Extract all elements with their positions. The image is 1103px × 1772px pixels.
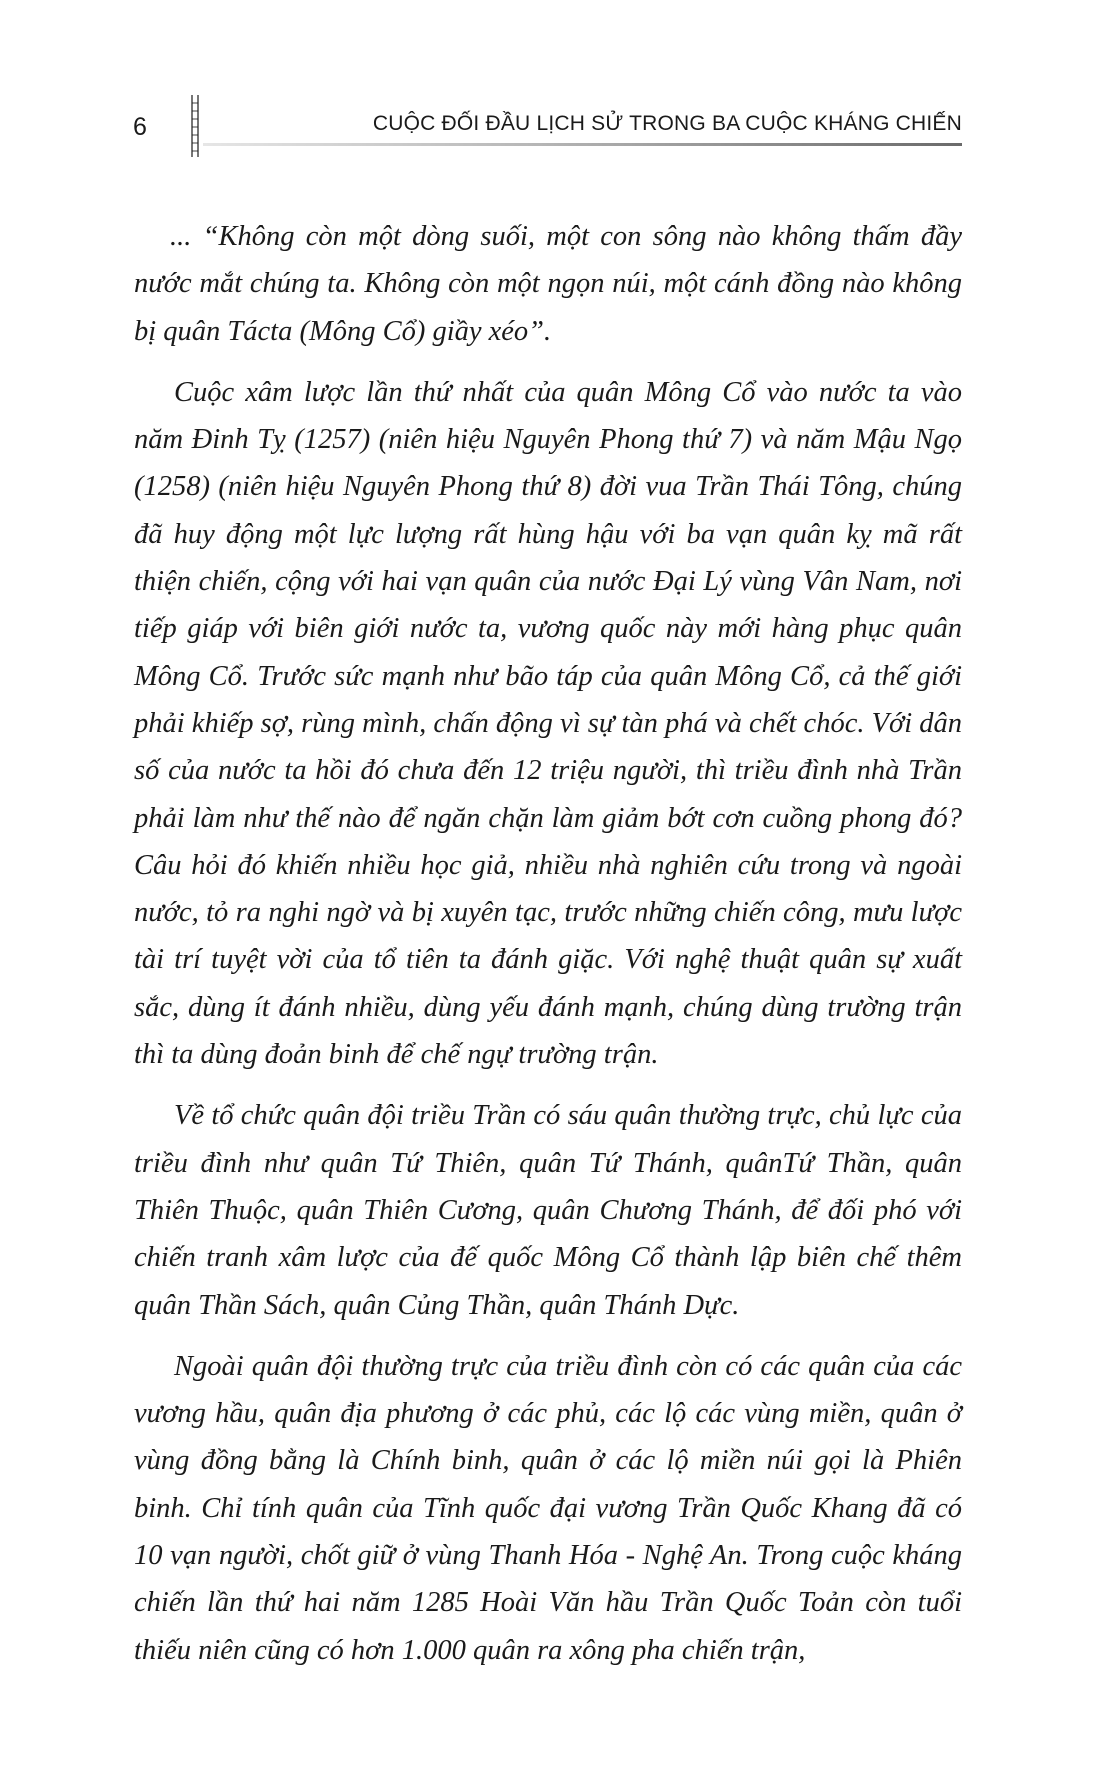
header-divider-ornament [189, 95, 203, 157]
paragraph: Về tổ chức quân đội triều Trần có sáu quân thường trực, chủ lực của triều đình như quân Tứ Thiên, quân Tứ Thánh, quânTứ Thần, quân Thiên Thuộc, quân Thiên Cương, quân Chương Thánh, để đối phó với chiến tranh xâm lược của đế quốc Mông Cổ thành lập biên chế thêm quân Thần Sách, quân Củng Thần, quân Thánh Dực. [134, 1100, 962, 1321]
running-title: CUỘC ĐỐI ĐẦU LỊCH SỬ TRONG BA CUỘC KHÁNG CHIẾN [372, 112, 962, 135]
paragraph-quote: ... “Không còn một dòng suối, một con sông nào không thấm đầy nước mắt chúng ta. Không còn một ngọn núi, một cánh đồng nào không bị quân Tácta (Mông Cổ) giầy xéo”. [134, 221, 962, 347]
paragraph: Cuộc xâm lược lần thứ nhất của quân Mông Cổ vào nước ta vào năm Đinh Tỵ (1257) (niên hiệu Nguyên Phong thứ 7) và năm Mậu Ngọ (1258) (niên hiệu Nguyên Phong thứ 8) đời vua Trần Thái Tông, chúng đã huy động một lực lượng rất hùng hậu với ba vạn quân kỵ mã rất thiện chiến, cộng với hai vạn quân của nước Đại Lý vùng Vân Nam, nơi tiếp giáp với biên giới nước ta, vương quốc này mới hàng phục quân Mông Cổ. Trước sức mạnh như bão táp của quân Mông Cổ, cả thế giới phải khiếp sợ, rùng mình, chấn động vì sự tàn phá và chết chóc. Với dân số của nước ta hồi đó chưa đến 12 triệu người, thì triều đình nhà Trần phải làm như thế nào để ngăn chặn làm giảm bớt cơn cuồng phong đó? Câu hỏi đó khiến nhiều học giả, nhiều nhà nghiên cứu trong và ngoài nước, tỏ ra nghi ngờ và bị xuyên tạc, trước những chiến công, mưu lược tài trí tuyệt vời của tổ tiên ta đánh giặc. Với nghệ thuật quân sự xuất sắc, dùng ít đánh nhiều, dùng yếu đánh mạnh, chúng dùng trường trận thì ta dùng đoản binh để chế ngự trường trận. [134, 376, 963, 1071]
running-header [0, 95, 1103, 155]
page-number: 6 [133, 113, 147, 141]
paragraph: Ngoài quân đội thường trực của triều đình còn có các quân của các vương hầu, quân địa phương ở các phủ, các lộ các vùng miền, quân ở vùng đồng bằng là Chính binh, quân ở các lộ miền núi gọi là Phiên binh. Chỉ tính quân của Tĩnh quốc đại vương Trần Quốc Khang đã có 10 vạn người, chốt giữ ở vùng Thanh Hóa - Nghệ An. Trong cuộc kháng chiến lần thứ hai năm 1285 Hoài Văn hầu Trần Quốc Toản còn tuổi thiếu niên cũng có hơn 1.000 quân ra xông pha chiến trận, [134, 1350, 962, 1666]
header-rule [203, 143, 962, 146]
body-text [134, 213, 962, 1688]
